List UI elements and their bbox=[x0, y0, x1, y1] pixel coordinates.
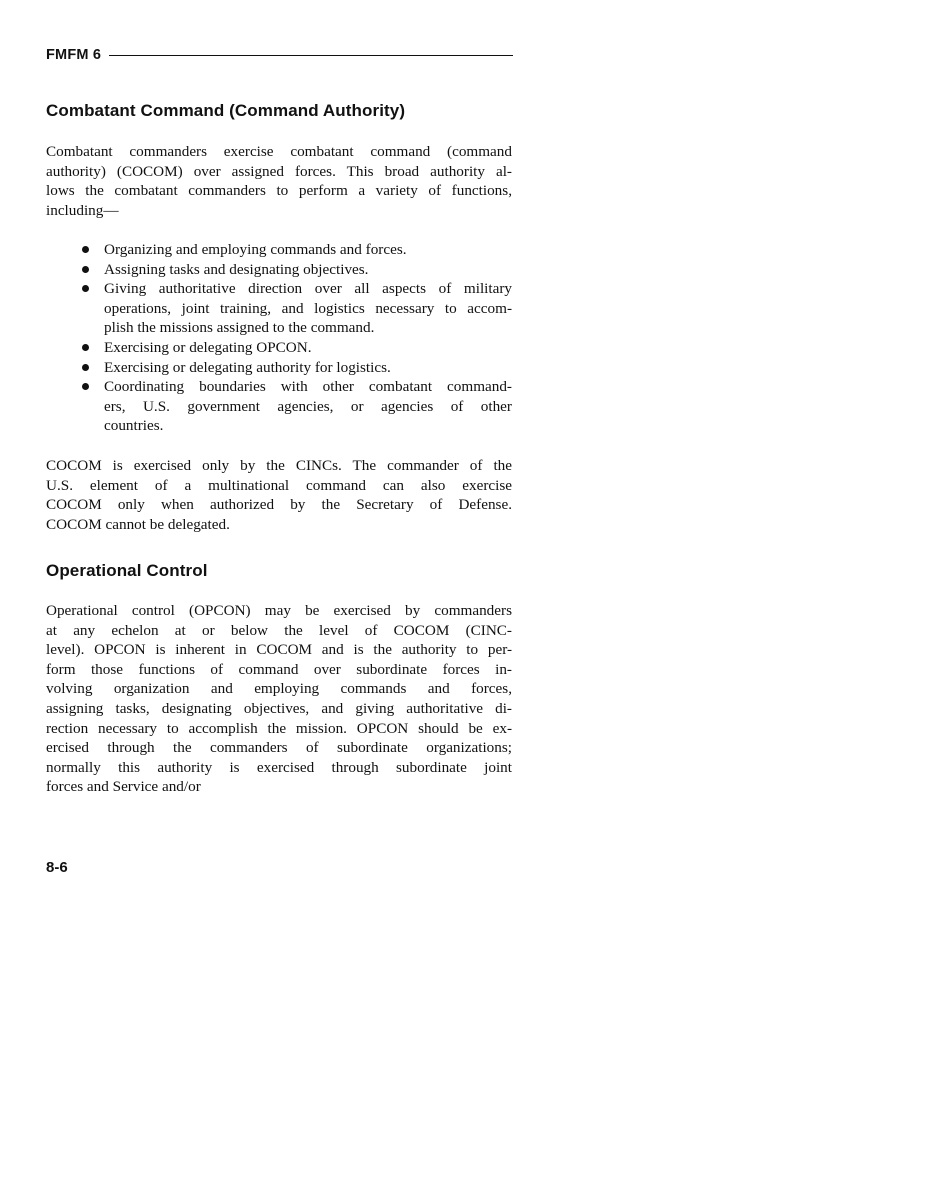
list-item bbox=[79, 279, 512, 338]
function-bullet-list bbox=[79, 240, 512, 436]
text-line: level). OPCON is inherent in COCOM and is the authority to per- bbox=[46, 641, 512, 659]
text-line: form those functions of command over subordinate forces in- bbox=[46, 660, 512, 678]
bullet-icon bbox=[82, 364, 89, 371]
text-line: operations, joint training, and logistics necessary to accom- bbox=[104, 299, 512, 317]
page-number: 8-6 bbox=[46, 859, 68, 876]
text-line: countries. bbox=[104, 417, 164, 435]
list-item bbox=[79, 358, 512, 378]
text-line: ers, U.S. government agencies, or agencies of other bbox=[104, 397, 512, 415]
text-line: Operational control (OPCON) may be exercised by commanders bbox=[46, 602, 512, 619]
list-item bbox=[79, 377, 512, 436]
text-line: U.S. element of a multinational command can also exercise bbox=[46, 476, 512, 494]
text-line: Assigning tasks and designating objectives. bbox=[104, 260, 369, 278]
running-head-label: FMFM 6 bbox=[46, 47, 102, 63]
running-head bbox=[46, 47, 513, 63]
intro-paragraph bbox=[46, 142, 512, 220]
text-line: Combatant commanders exercise combatant command (command bbox=[46, 143, 512, 160]
bullet-icon bbox=[82, 246, 89, 253]
bullet-icon bbox=[82, 285, 89, 292]
opcon-paragraph bbox=[46, 601, 512, 797]
text-line: normally this authority is exercised through subordinate joint bbox=[46, 758, 512, 776]
bullet-icon bbox=[82, 266, 89, 273]
text-line: Exercising or delegating authority for logistics. bbox=[104, 358, 391, 376]
text-line: rection necessary to accomplish the mission. OPCON should be ex- bbox=[46, 719, 512, 737]
text-line: including— bbox=[46, 201, 119, 219]
text-line: COCOM is exercised only by the CINCs. The commander of the bbox=[46, 457, 512, 474]
text-line: Organizing and employing commands and forces. bbox=[104, 241, 407, 258]
text-line: Giving authoritative direction over all aspects of military bbox=[104, 280, 512, 298]
text-line: volving organization and employing commands and forces, bbox=[46, 680, 512, 698]
list-item bbox=[79, 240, 512, 260]
list-item bbox=[79, 338, 512, 358]
list-item bbox=[79, 260, 512, 280]
cocom-closing-paragraph bbox=[46, 456, 512, 534]
text-line: ercised through the commanders of subordinate organizations; bbox=[46, 739, 512, 757]
text-line: Exercising or delegating OPCON. bbox=[104, 338, 312, 356]
text-line: plish the missions assigned to the command. bbox=[104, 319, 375, 337]
text-line: Coordinating boundaries with other combatant command- bbox=[104, 378, 512, 396]
text-line: lows the combatant commanders to perform a variety of functions, bbox=[46, 182, 512, 200]
bullet-icon bbox=[82, 344, 89, 351]
text-line: COCOM cannot be delegated. bbox=[46, 515, 230, 533]
text-line: authority) (COCOM) over assigned forces. This broad authority al- bbox=[46, 162, 512, 180]
header-rule bbox=[109, 55, 513, 56]
bullet-icon bbox=[82, 383, 89, 390]
text-line: at any echelon at or below the level of COCOM (CINC- bbox=[46, 621, 512, 639]
section-heading-operational-control: Operational Control bbox=[46, 561, 208, 580]
text-line: forces and Service and/or bbox=[46, 778, 201, 796]
section-heading-combatant-command: Combatant Command (Command Authority) bbox=[46, 101, 406, 120]
text-line: COCOM only when authorized by the Secretary of Defense. bbox=[46, 496, 512, 514]
text-line: assigning tasks, designating objectives, and giving authoritative di- bbox=[46, 699, 512, 717]
